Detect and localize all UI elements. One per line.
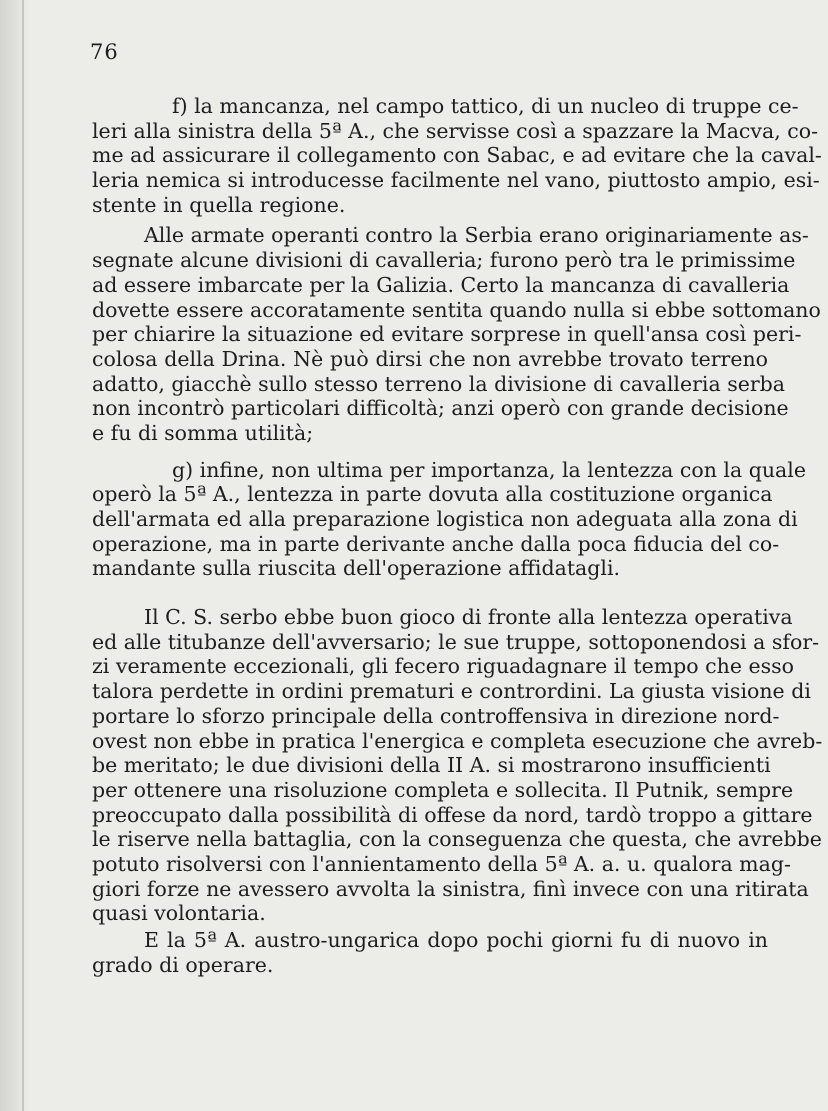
text-line: me ad assicurare il collegamento con Sabac, e ad evitare che la caval-	[92, 143, 822, 168]
page-body	[92, 94, 823, 977]
text-line: preoccupato dalla possibilità di offese da nord, tardò troppo a gittare	[92, 802, 813, 827]
paragraph-g	[92, 457, 806, 581]
text-line: stente in quella regione.	[92, 192, 346, 217]
text-line: segnate alcune divisioni di cavalleria; furono però tra le primissime	[92, 248, 796, 273]
text-line: zi veramente eccezionali, gli fecero riguadagnare il tempo che esso	[92, 654, 795, 679]
text-line: leria nemica si introducesse facilmente nel vano, piuttosto ampio, esi-	[92, 168, 820, 193]
text-line: Alle armate operanti contro la Serbia erano originariamente as-	[144, 223, 809, 248]
text-line: e fu di somma utilità;	[92, 420, 314, 445]
text-line: adatto, giacchè sullo stesso terreno la divisione di cavalleria serba	[92, 371, 785, 396]
text-line: potuto risolversi con l'annientamento della 5ª A. a. u. qualora mag-	[92, 851, 791, 876]
text-line: be meritato; le due divisioni della II A. si mostrarono insufficienti	[92, 753, 771, 778]
text-line: colosa della Drina. Nè può dirsi che non avrebbe trovato terreno	[92, 346, 768, 371]
paragraph-conclusione	[92, 928, 768, 977]
text-line: E la 5ª A. austro-ungarica dopo pochi giorni fu di nuovo in	[144, 928, 768, 952]
text-line: portare lo sforzo principale della controffensiva in direzione nord-	[92, 703, 780, 728]
text-line: non incontrò particolari difficoltà; anzi operò con grande decisione	[92, 396, 789, 421]
paragraph-cs-serbo	[92, 605, 823, 926]
text-line: dell'armata ed alla preparazione logistica non adeguata alla zona di	[92, 507, 798, 531]
text-line: giori forze ne avessero avvolta la sinistra, finì invece con una ritirata	[92, 876, 809, 901]
text-line: quasi volontaria.	[92, 901, 266, 926]
text-line: operò la 5ª A., lentezza in parte dovuta alla costituzione organica	[92, 482, 773, 507]
paragraph-cavalleria	[92, 223, 821, 445]
text-line: operazione, ma in parte derivante anche dalla poca fiducia del co-	[92, 531, 780, 556]
text-line: leri alla sinistra della 5ª A., che servisse così a spazzare la Macva, co-	[92, 118, 818, 143]
page-number: 76	[90, 40, 119, 64]
text-line: grado di operare.	[92, 952, 274, 977]
text-line: per chiarire la situazione ed evitare sorprese in quell'ansa così peri-	[92, 322, 802, 347]
text-line: per ottenere una risoluzione completa e sollecita. Il Putnik, sempre	[92, 777, 794, 802]
text-line: dovette essere accoratamente sentita quando nulla si ebbe sottomano	[92, 297, 821, 322]
book-binding-edge	[0, 0, 30, 1111]
text-line: f) la mancanza, nel campo tattico, di un nucleo di truppe ce-	[172, 94, 799, 118]
text-line: le riserve nella battaglia, con la conseguenza che questa, che avrebbe	[92, 827, 822, 852]
text-line: mandante sulla riuscita dell'operazione affidatagli.	[92, 556, 621, 581]
text-line: g) infine, non ultima per importanza, la lentezza con la quale	[172, 457, 806, 482]
text-line: ed alle titubanze dell'avversario; le sue truppe, sottoponendosi a sfor-	[92, 629, 820, 654]
text-line: talora perdette in ordini prematuri e contrordini. La giusta visione di	[92, 679, 811, 704]
text-line: ovest non ebbe in pratica l'energica e completa esecuzione che avreb-	[92, 728, 823, 753]
text-line: Il C. S. serbo ebbe buon gioco di fronte alla lentezza operativa	[144, 605, 793, 630]
paragraph-f	[92, 94, 822, 217]
text-line: ad essere imbarcate per la Galizia. Certo la mancanza di cavalleria	[92, 272, 790, 297]
